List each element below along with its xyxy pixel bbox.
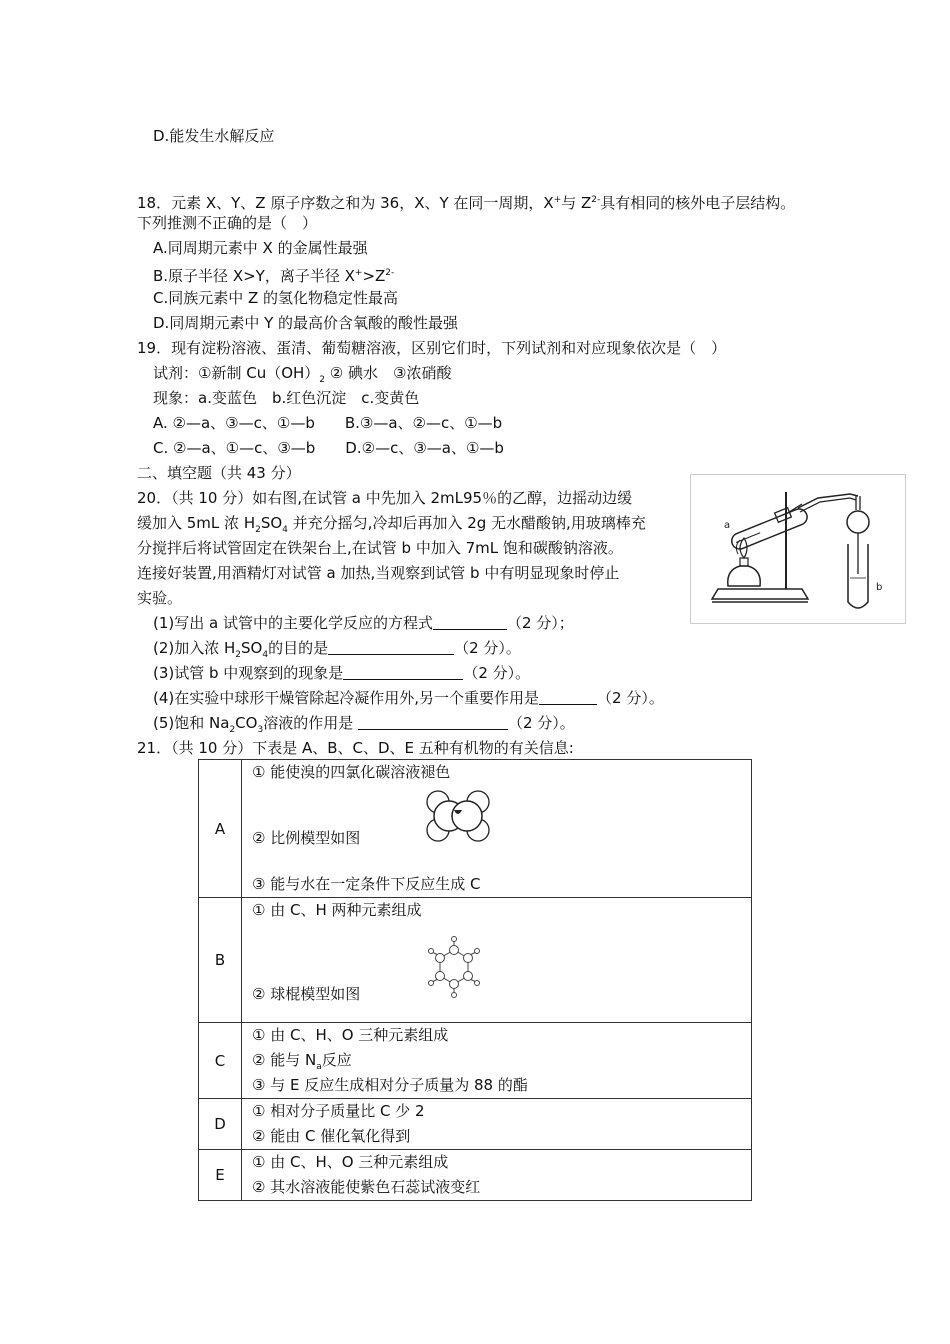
subscript-2: 2 — [229, 725, 236, 735]
q18-option-b — [153, 263, 394, 286]
superscript-2minus: 2- — [385, 268, 395, 278]
table-row — [199, 898, 752, 1023]
q18-option-b-b: >Z — [362, 267, 386, 285]
q21-stem: 21．（共 10 分）下表是 A、B、C、D、E 五种有机物的有关信息: — [137, 739, 574, 757]
subscript-2: 2 — [255, 525, 261, 535]
section-title: 二、填空题（共 43 分） — [137, 464, 301, 482]
list-item: ② 球棍模型如图 — [252, 985, 361, 1003]
q20-sub4-text: (4)在实验中球形干燥管除起冷凝作用外,另一个重要作用是 — [153, 689, 540, 707]
table-row — [199, 1023, 752, 1099]
subscript-4: 4 — [282, 525, 288, 535]
q19-reagents-b: ② 碘水 ③浓硝酸 — [325, 364, 452, 382]
row-content-e — [242, 1150, 752, 1201]
subscript-a: a — [316, 1062, 322, 1072]
q18-option-a: A.同周期元素中 X 的金属性最强 — [153, 239, 368, 257]
subscript-2: 2 — [235, 650, 242, 660]
row-key-b: B — [199, 898, 242, 1023]
q19-reagents — [153, 363, 451, 390]
answer-blank-5[interactable] — [358, 715, 508, 730]
q20-line4: 连接好装置,用酒精灯对试管 a 加热,当观察到试管 b 中有明显现象时停止 — [137, 564, 620, 582]
q20-line2 — [137, 513, 646, 540]
table-row — [199, 1099, 752, 1150]
answer-blank-4[interactable] — [539, 690, 597, 705]
table-row — [199, 760, 752, 898]
q18-stem — [137, 190, 795, 213]
q19-phenomena: 现象：a.变蓝色 b.红色沉淀 c.变黄色 — [153, 389, 420, 407]
q20-sub1 — [153, 613, 574, 633]
list-item: ② 其水溶液能使紫色石蕊试液变红 — [252, 1178, 481, 1196]
row-content-c — [242, 1023, 752, 1099]
tube-b-label: b — [876, 582, 883, 593]
q20-line5: 实验。 — [137, 589, 183, 607]
list-item: ① 由 C、H 两种元素组成 — [252, 901, 422, 919]
answer-blank-2[interactable] — [328, 640, 454, 655]
c-item-2-tail: 反应 — [321, 1051, 352, 1069]
list-item: ③ 能与水在一定条件下反应生成 C — [252, 875, 481, 893]
list-item: ③ 与 E 反应生成相对分子质量为 88 的酯 — [252, 1076, 528, 1094]
benzene-ball-stick-model — [424, 934, 484, 1000]
list-item: ① 能使溴的四氯化碳溶液褪色 — [252, 763, 451, 781]
q20-sub2-b: SO — [241, 639, 263, 657]
list-item: ① 由 C、H、O 三种元素组成 — [252, 1026, 449, 1044]
distillation-apparatus-figure — [690, 474, 906, 624]
q20-sub1-score: （2 分）； — [506, 614, 574, 632]
q20-sub2-a: (2)加入浓 H — [153, 639, 236, 657]
q18-stem-b: 与 Z — [561, 194, 592, 212]
row-content-a — [242, 760, 752, 898]
q18-option-c: C.同族元素中 Z 的氢化物稳定性最高 — [153, 289, 399, 307]
q18-stem-a: 18．元素 X、Y、Z 原子序数之和为 36，X、Y 在同一周期，X — [137, 194, 554, 212]
list-item: ① 相对分子质量比 C 少 2 — [252, 1102, 425, 1120]
q20-sub4 — [153, 688, 664, 708]
q20-line2-a: 缓加入 5mL 浓 H — [137, 514, 256, 532]
q20-sub2-score: （2 分）。 — [454, 639, 521, 657]
table-row — [199, 1150, 752, 1201]
q20-line3: 分搅拌后将试管固定在铁架台上,在试管 b 中加入 7mL 饱和碳酸钠溶液。 — [137, 539, 623, 557]
subscript-3: 3 — [257, 725, 264, 735]
row-key-d: D — [199, 1099, 242, 1150]
tube-a-label: a — [724, 520, 731, 531]
q20-sub3-score: （2 分）。 — [463, 664, 531, 682]
q20-sub3-text: (3)试管 b 中观察到的现象是 — [153, 664, 344, 682]
q18-option-d: D.同周期元素中 Y 的最高价含氧酸的酸性最强 — [153, 314, 459, 332]
row-key-a: A — [199, 760, 242, 898]
q18-option-b-a: B.原子半径 X>Y，离子半径 X — [153, 267, 355, 285]
answer-blank-3[interactable] — [343, 665, 463, 680]
q19-options-2: C. ②—a、①—c、③—b D.②—c、③—a、①—b — [153, 439, 504, 457]
q20-sub5-c: 溶液的作用是 — [263, 714, 358, 732]
q20-line2-b: SO — [260, 514, 283, 532]
row-key-e: E — [199, 1150, 242, 1201]
q19-stem: 19．现有淀粉溶液、蛋清、葡萄糖溶液，区别它们时，下列试剂和对应现象依次是（ ） — [137, 339, 727, 357]
q20-sub5-score: （2 分）。 — [507, 714, 575, 732]
answer-blank-1[interactable] — [433, 615, 507, 630]
c-item-2-text: ② 能与 N — [252, 1051, 317, 1069]
q20-sub5-a: (5)饱和 Na — [153, 714, 230, 732]
organic-compounds-table — [198, 759, 752, 1201]
superscript-2minus: 2- — [591, 195, 601, 205]
list-item: ② 能由 C 催化氧化得到 — [252, 1127, 411, 1145]
q20-sub2 — [153, 638, 521, 665]
list-item — [252, 1050, 352, 1077]
q20-sub4-score: （2 分）。 — [597, 689, 664, 707]
q18-stem-line2: 下列推测不正确的是（ ） — [137, 214, 318, 232]
q20-sub5-b: CO — [235, 714, 258, 732]
q20-sub5 — [153, 713, 575, 740]
q20-line1: 20．（共 10 分）如右图,在试管 a 中先加入 2mL95％的乙醇，边摇动边缓 — [137, 489, 633, 507]
subscript-2: 2 — [319, 375, 326, 385]
row-key-c: C — [199, 1023, 242, 1099]
q20-sub1-text: (1)写出 a 试管中的主要化学反应的方程式 — [153, 614, 433, 632]
q20-sub3 — [153, 663, 530, 683]
q19-reagents-a: 试剂：①新制 Cu（OH） — [153, 364, 320, 382]
q17-option-d: D.能发生水解反应 — [153, 127, 275, 145]
row-content-b — [242, 898, 752, 1023]
superscript-plus: + — [553, 195, 562, 205]
ethylene-space-filling-model — [424, 788, 492, 844]
list-item: ① 由 C、H、O 三种元素组成 — [252, 1153, 449, 1171]
list-item: ② 比例模型如图 — [252, 829, 361, 847]
q19-options-1: A. ②—a、③—c、①—b B.③—a、②—c、①—b — [153, 414, 503, 432]
superscript-plus: + — [354, 268, 363, 278]
q20-sub2-c: 的目的是 — [268, 639, 329, 657]
q18-stem-c: 具有相同的核外电子层结构。 — [600, 194, 796, 212]
subscript-4: 4 — [262, 650, 269, 660]
q20-line2-c: 并充分摇匀,冷却后再加入 2g 无水醋酸钠,用玻璃棒充 — [287, 514, 646, 532]
row-content-d — [242, 1099, 752, 1150]
